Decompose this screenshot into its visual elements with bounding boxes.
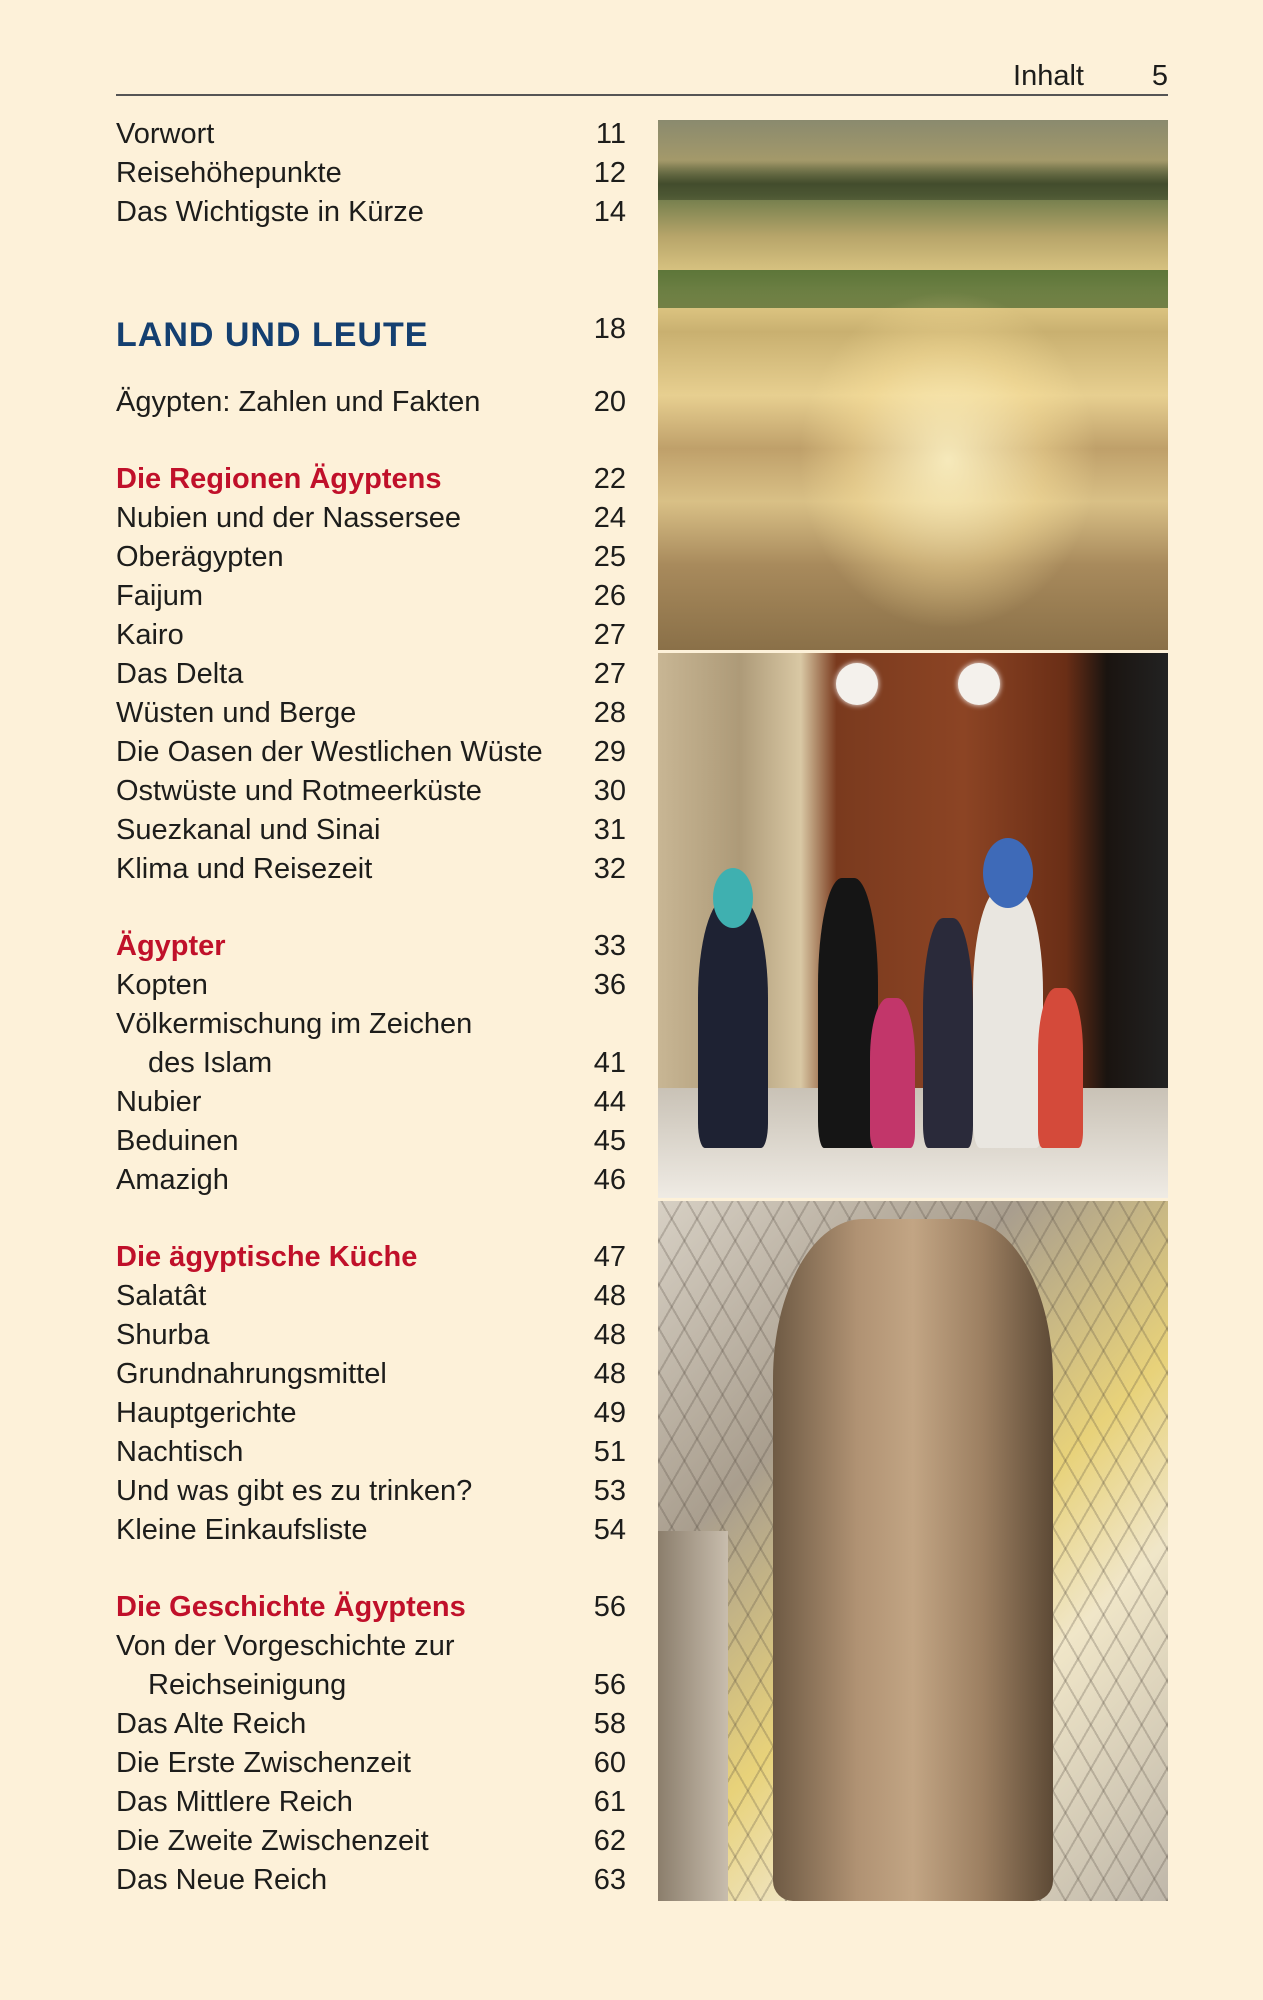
toc-entry[interactable]: des Islam 41: [148, 1047, 626, 1079]
page-header: [116, 56, 1168, 96]
toc-entry[interactable]: Das Neue Reich 63: [116, 1864, 626, 1896]
page-number: 5: [1151, 60, 1168, 92]
toc-entry[interactable]: Das Wichtigste in Kürze 14: [116, 196, 626, 228]
toc-entry[interactable]: Kairo 27: [116, 619, 626, 651]
toc-part-heading[interactable]: LAND UND LEUTE 18: [116, 313, 626, 354]
toc-entry[interactable]: Das Alte Reich 58: [116, 1708, 626, 1740]
toc-sections: [116, 422, 626, 1900]
toc-entry[interactable]: Kopten 36: [116, 969, 626, 1001]
toc-section-heading[interactable]: Die ägyptische Küche 47: [116, 1241, 626, 1273]
photo-column: [658, 120, 1168, 1901]
toc-front: [116, 115, 626, 232]
toc-entry[interactable]: Vorwort 11: [116, 118, 626, 150]
toc-entry[interactable]: Wüsten und Berge 28: [116, 697, 626, 729]
toc-entry[interactable]: Shurba 48: [116, 1319, 626, 1351]
toc-entry[interactable]: Salatât 48: [116, 1280, 626, 1312]
toc-entry[interactable]: Faijum 26: [116, 580, 626, 612]
toc-entry[interactable]: Und was gibt es zu trinken? 53: [116, 1475, 626, 1507]
pharaoh-statue-photo: [658, 1201, 1168, 1901]
toc-entry[interactable]: Beduinen 45: [116, 1125, 626, 1157]
toc-entry[interactable]: Nachtisch 51: [116, 1436, 626, 1468]
toc-entry[interactable]: Oberägypten 25: [116, 541, 626, 573]
toc-section-heading[interactable]: Ägypter 33: [116, 930, 626, 962]
toc-entry[interactable]: Ägypten: Zahlen und Fakten 20: [116, 386, 626, 418]
toc-entry[interactable]: Ostwüste und Rotmeerküste 30: [116, 775, 626, 807]
toc-entry[interactable]: Reisehöhepunkte 12: [116, 157, 626, 189]
toc-entry[interactable]: Kleine Einkaufsliste 54: [116, 1514, 626, 1546]
toc-entry[interactable]: Grundnahrungsmittel 48: [116, 1358, 626, 1390]
mosque-door-people-photo: [658, 653, 1168, 1198]
toc-section-heading[interactable]: Die Regionen Ägyptens 22: [116, 463, 626, 495]
table-of-contents: [116, 115, 626, 1900]
toc-entry[interactable]: Die Oasen der Westlichen Wüste 29: [116, 736, 626, 768]
toc-section-heading[interactable]: Die Geschichte Ägyptens 56: [116, 1591, 626, 1623]
toc-entry[interactable]: Hauptgerichte 49: [116, 1397, 626, 1429]
nile-river-photo: [658, 120, 1168, 650]
toc-entry[interactable]: Von der Vorgeschichte zur: [116, 1630, 455, 1662]
toc-entry[interactable]: Völkermischung im Zeichen: [116, 1008, 473, 1040]
toc-entry[interactable]: Die Erste Zwischenzeit 60: [116, 1747, 626, 1779]
toc-entry[interactable]: Reichseinigung 56: [148, 1669, 626, 1701]
toc-entry[interactable]: Das Delta 27: [116, 658, 626, 690]
toc-entry[interactable]: Nubien und der Nassersee 24: [116, 502, 626, 534]
toc-entry[interactable]: Amazigh 46: [116, 1164, 626, 1196]
toc-entry[interactable]: Suezkanal und Sinai 31: [116, 814, 626, 846]
running-head: Inhalt: [1013, 60, 1084, 92]
toc-entry[interactable]: Klima und Reisezeit 32: [116, 853, 626, 885]
toc-entry[interactable]: Nubier 44: [116, 1086, 626, 1118]
toc-entry[interactable]: Das Mittlere Reich 61: [116, 1786, 626, 1818]
toc-entry[interactable]: Die Zweite Zwischenzeit 62: [116, 1825, 626, 1857]
